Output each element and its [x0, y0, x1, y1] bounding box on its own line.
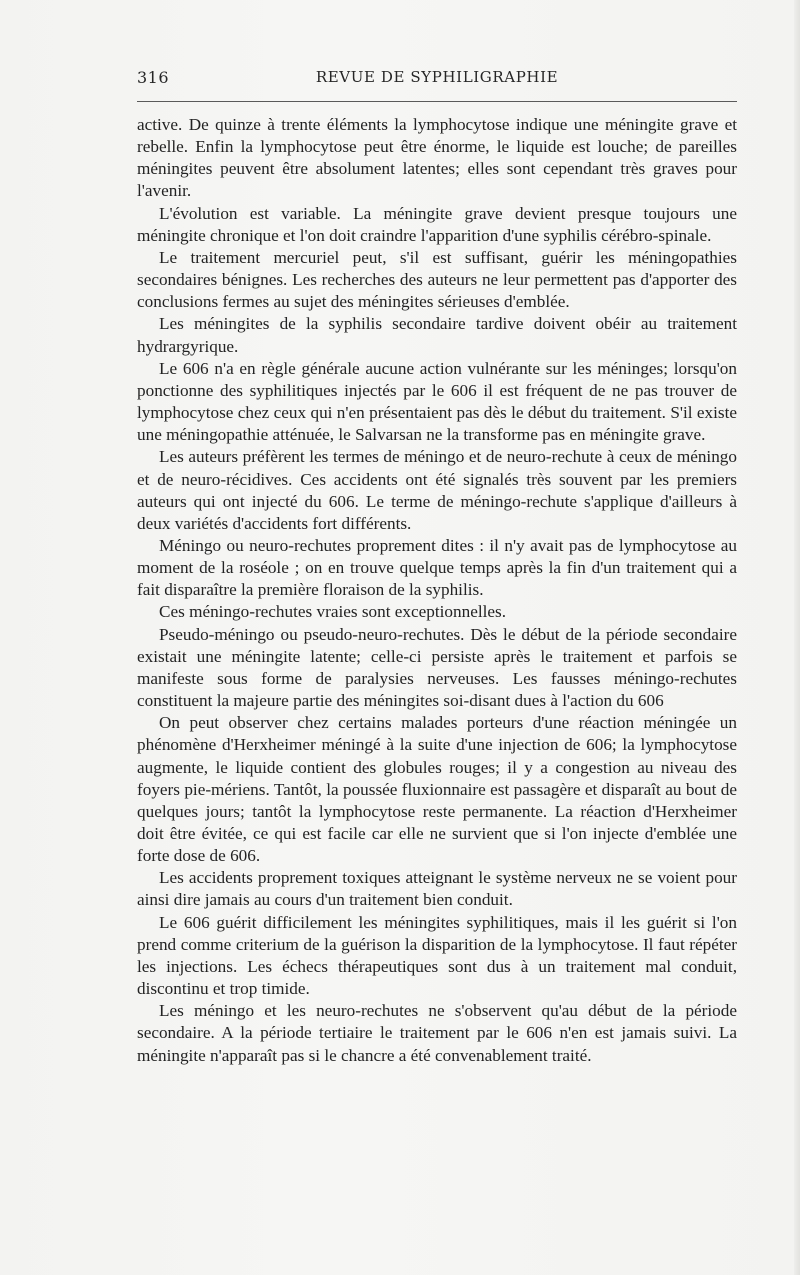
- article-body: [137, 114, 737, 1067]
- running-title: REVUE DE SYPHILIGRAPHIE: [315, 68, 559, 86]
- page-header: [137, 66, 737, 94]
- page-number: 316: [137, 68, 170, 87]
- paragraph: Ces méningo-rechutes vraies sont exceptionnelles.: [159, 602, 506, 622]
- paragraph: Les accidents proprement toxiques atteignant le système nerveux ne se voient pour ainsi dire jamais au cours d'un traitement bien conduit.: [137, 868, 737, 910]
- paragraph: Pseudo-méningo ou pseudo-neuro-rechutes. Dès le début de la période secondaire existait une méningite latente; celle-ci persiste après le traitement et parfois se manifeste sous forme de paralysies nerveuses. Les fausses méningo-rechutes constituent la majeure partie des méningites soi-disant dues à l'action du 606: [137, 624, 737, 711]
- page-edge: [794, 0, 800, 1275]
- paragraph: Les méningo et les neuro-rechutes ne s'observent qu'au début de la période secondaire. A la période tertiaire le traitement par le 606 n'en est jamais suivi. La méningite n'apparaît pas si le chancre a été convenablement traité.: [137, 1001, 737, 1065]
- paragraph: On peut observer chez certains malades porteurs d'une réaction méningée un phénomène d'Herxheimer méningé à la suite d'une injection de 606; la lymphocytose augmente, le liquide contient des globules rouges; il y a congestion au niveau des foyers pie-mériens. Tantôt, la poussée fluxionnaire est passagère et disparaît au bout de quelques jours; tantôt la lymphocytose reste permanente. La réaction d'Herxheimer doit être évitée, ce qui est facile car elle ne survient que si l'on injecte d'emblée une forte dose de 606.: [137, 713, 737, 866]
- paragraph: L'évolution est variable. La méningite grave devient presque toujours une méningite chronique et l'on doit craindre l'apparition d'une syphilis cérébro-spinale.: [137, 203, 737, 245]
- header-rule: [137, 101, 737, 102]
- paragraph: Les auteurs préfèrent les termes de méningo et de neuro-rechute à ceux de méningo et de neuro-récidives. Ces accidents ont été signalés très souvent par les premiers auteurs qui ont injecté du 606. Le terme de méningo-rechute s'applique d'ailleurs à deux variétés d'accidents fort différents.: [137, 447, 737, 533]
- paragraph: Le 606 guérit difficilement les méningites syphilitiques, mais il les guérit si l'on prend comme criterium de la guérison la disparition de la lymphocytose. Il faut répéter les injections. Les échecs thérapeutiques sont dus à un traitement mal conduit, discontinu et trop timide.: [137, 912, 737, 999]
- paragraph: Le 606 n'a en règle générale aucune action vulnérante sur les méninges; lorsqu'on ponctionne des syphilitiques injectés par le 606 il est fréquent de ne pas trouver de lymphocytose chez ceux qui n'en présentaient pas dès le début du traitement. S'il existe une méningopathie atténuée, le Salvarsan ne la transforme pas en méningite grave.: [137, 358, 737, 445]
- paragraph: Le traitement mercuriel peut, s'il est suffisant, guérir les méningopathies secondaires bénignes. Les recherches des auteurs ne leur permettent pas d'apporter des conclusions fermes au sujet des méningites sérieuses d'emblée.: [137, 247, 737, 312]
- paragraph: Méningo ou neuro-rechutes proprement dites : il n'y avait pas de lymphocytose au moment de la roséole ; on en trouve quelque temps après la fin d'un traitement qui a fait disparaître la première floraison de la syphilis.: [137, 535, 737, 600]
- paragraph: active. De quinze à trente éléments la lymphocytose indique une méningite grave et rebelle. Enfin la lymphocytose peut être énorme, le liquide est louche; de pareilles méningites peuvent être absolument latentes; elles sont cependant très graves pour l'avenir.: [137, 115, 737, 201]
- paragraph: Les méningites de la syphilis secondaire tardive doivent obéir au traitement hydrargyrique.: [137, 314, 737, 356]
